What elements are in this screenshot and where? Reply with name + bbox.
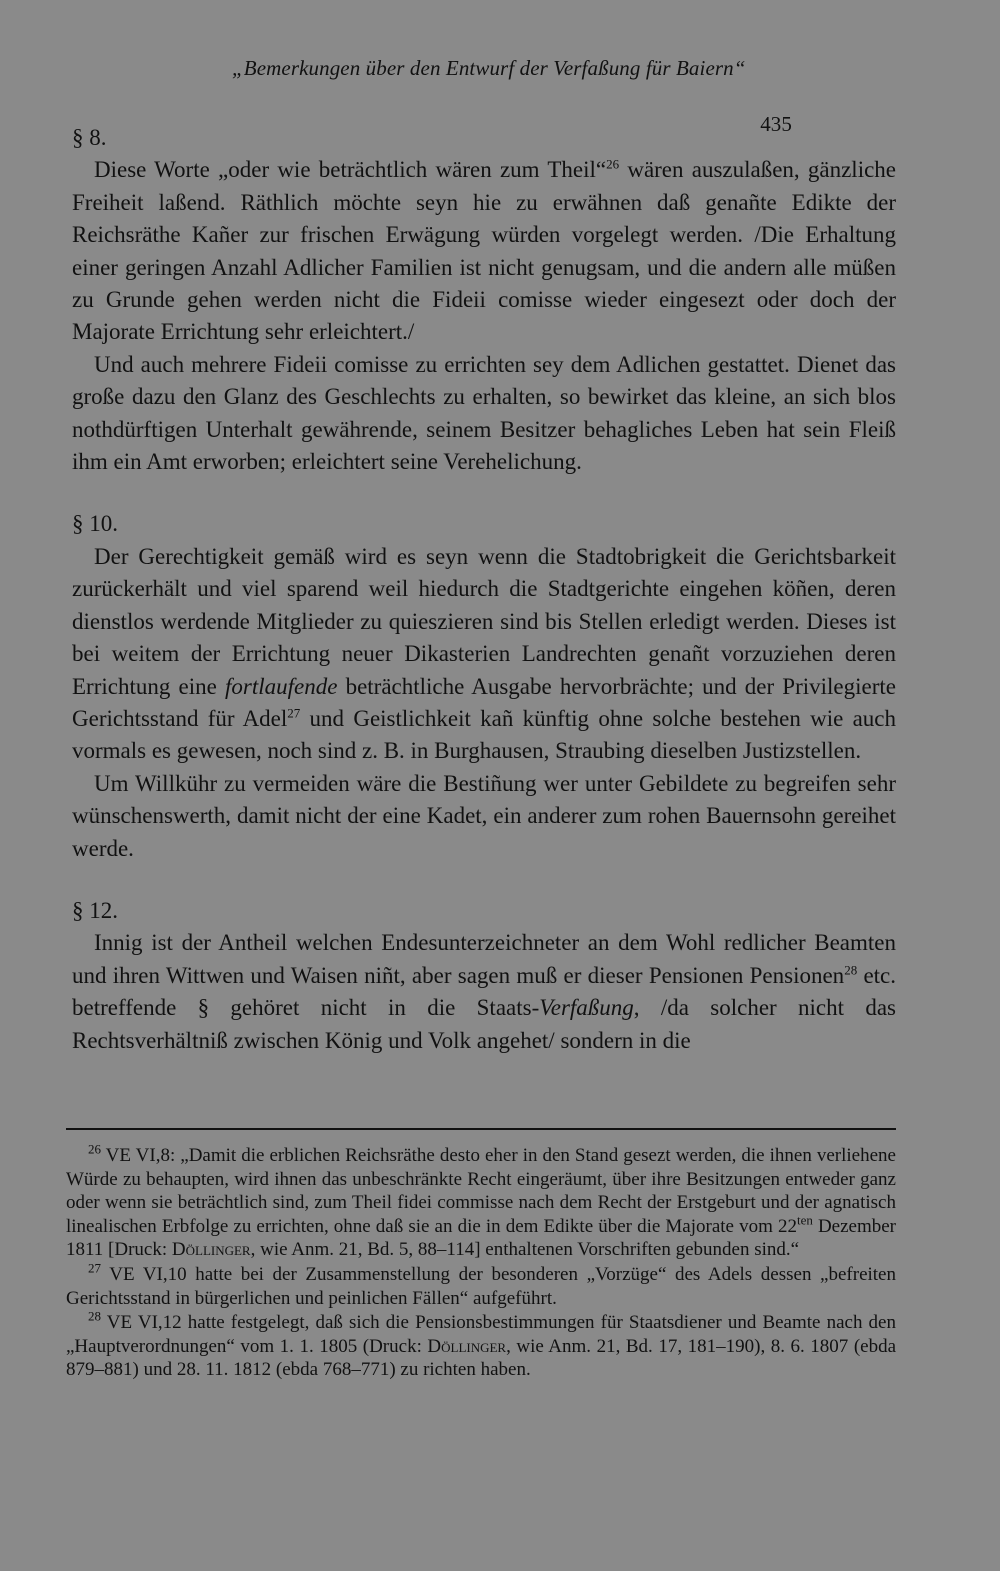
text-run: , /da solcher nicht das Rechtsverhältniß zwischen König und Volk angehet/ sondern in die	[72, 995, 896, 1053]
main-text	[72, 122, 896, 1087]
emphasized-text: fortlaufende	[224, 673, 338, 699]
text-run: beträchtliche Ausgabe hervorbrächte; und der Privilegierte Gerichtsstand für Adel	[72, 673, 896, 731]
text-run: Diese Worte „oder wie beträchtlich wären zum Theil“	[94, 157, 607, 183]
section	[72, 122, 896, 478]
footnote-ref: 26	[88, 1141, 101, 1157]
footnote-ref: 28	[844, 962, 858, 978]
paragraph	[72, 154, 896, 348]
small-caps-name: Döllinger	[171, 1239, 251, 1261]
text-run: etc. betreffende § gehöret nicht in die Staats-	[72, 962, 897, 1021]
text-run: Und auch mehrere Fideii comisse zu errichten sey dem Adlichen gestattet. Dienet das große dazu den Glanz des Geschlechts zu erhalten, so bewirket das kleine, an sich blos nothdürftigen Unterhalt gewährende, seinem Besitzer behagliches Leben hat sein Fleiß ihm ein Amt erworben; erleichtert seine Verehelichung.	[72, 351, 896, 475]
paragraph	[72, 768, 896, 865]
paragraph	[72, 349, 896, 479]
footnote-list	[66, 1141, 897, 1382]
footnote	[66, 1308, 897, 1382]
paragraph	[72, 541, 896, 768]
footnote-ref: 28	[88, 1308, 101, 1324]
footnote-ref: ten	[796, 1212, 813, 1228]
page-number: 435	[760, 112, 792, 136]
footnote-ref: 27	[287, 705, 301, 721]
footnote-separator	[66, 1128, 896, 1130]
footnote	[66, 1260, 896, 1310]
text-run: Innig ist der Antheil welchen Endesunterzeichneter an dem Wohl redlicher Beamten und ihren Wittwen und Waisen niñt, aber sagen muß er dieser Pensionen Pensionen	[72, 930, 896, 988]
text-run: VE VI,12 hatte festgelegt, daß sich die Pensionsbestimmungen für Staatsdiener und Beamte nach den „Hauptverordnungen“ vom 1. 1. 1805 (Druck:	[66, 1312, 896, 1357]
text-run: , wie Anm. 21, Bd. 5, 88–114] enthaltenen Vorschriften gebunden sind.“	[250, 1239, 800, 1261]
footnote-ref: 27	[88, 1260, 101, 1276]
footnote-ref: 26	[606, 156, 620, 172]
small-caps-name: Döllinger	[427, 1335, 507, 1357]
section-heading: § 8.	[72, 125, 107, 150]
section	[72, 895, 896, 1057]
text-run: Dezember 1811 [Druck:	[66, 1215, 896, 1261]
text-run: VE VI,10 hatte bei der Zusammenstellung der besonderen „Vorzüge“ des Adels dessen „befreiten Gerichtsstand in bürgerlichen und peinlichen Fällen“ aufgeführt.	[66, 1263, 896, 1309]
text-run: und Geistlichkeit kañ künftig ohne solche bestehen wie auch vormals es gewesen, noch sind z. B. in Burghausen, Straubing dieselben Justizstellen.	[72, 705, 896, 764]
running-title: „Bemerkungen über den Entwurf der Verfaßung für Baiern“	[232, 56, 746, 80]
section	[72, 508, 896, 864]
footnotes-area	[66, 1128, 896, 1382]
section-heading: § 10.	[72, 511, 118, 537]
footnote	[66, 1141, 896, 1262]
text-run: Um Willkühr zu vermeiden wäre die Bestiñung wer unter Gebildete zu begreifen sehr wünschenswerth, damit nicht der eine Kadet, ein anderer zum rohen Bauernsohn gereihet werde.	[72, 770, 896, 861]
text-run: , wie Anm. 21, Bd. 17, 181–190), 8. 6. 1807 (ebda 879–881) und 28. 11. 1812 (ebda 768–771) zu richten haben.	[66, 1335, 897, 1381]
running-header	[232, 56, 896, 136]
emphasized-text: Verfaßung	[539, 995, 634, 1021]
text-run: Der Gerechtigkeit gemäß wird es seyn wenn die Stadtobrigkeit die Gerichtsbarkeit zurückerhält und viel sparend weil hiedurch die Stadtgerichte eingehen köñen, deren dienstlos werdende Mitglieder zu quieszieren sind bis Stellen erledigt werden. Dieses ist bei weitem der Errichtung neuer Dikasterien Landrechten genañt vorzuziehen deren Errichtung eine	[72, 543, 896, 699]
text-run: VE VI,8: „Damit die erblichen Reichsräthe desto eher in den Stand gesezt werden, die ihnen verliehene Würde zu behaupten, wird ihnen das unbeschränkte Recht eingeräumt, über ihre Besitzungen entweder ganz oder wenn sie beträchtlich sind, zum Theil fidei commisse nach dem Recht der Erstgeburt und der agnatisch linealischen Erbfolge zu errichten, ohne daß sie an die in dem Edikte über die Majorate vom 22	[66, 1145, 896, 1237]
section-heading: § 12.	[72, 897, 118, 923]
paragraph	[72, 927, 896, 1057]
text-run: wären auszulaßen, gänzliche Freiheit laßend. Räthlich möchte seyn hie zu erwähnen daß genañte Edikte der Reichsräthe Kañer zur frischen Erwägung würden vorgelegt werden. /Die Erhaltung einer geringen Anzahl Adlicher Familien ist nicht genugsam, und die andern alle müßen zu Grunde gehen werden nicht die Fideii comisse wieder eingesezt oder doch der Majorate Errichtung sehr erleichtert./	[72, 157, 897, 345]
